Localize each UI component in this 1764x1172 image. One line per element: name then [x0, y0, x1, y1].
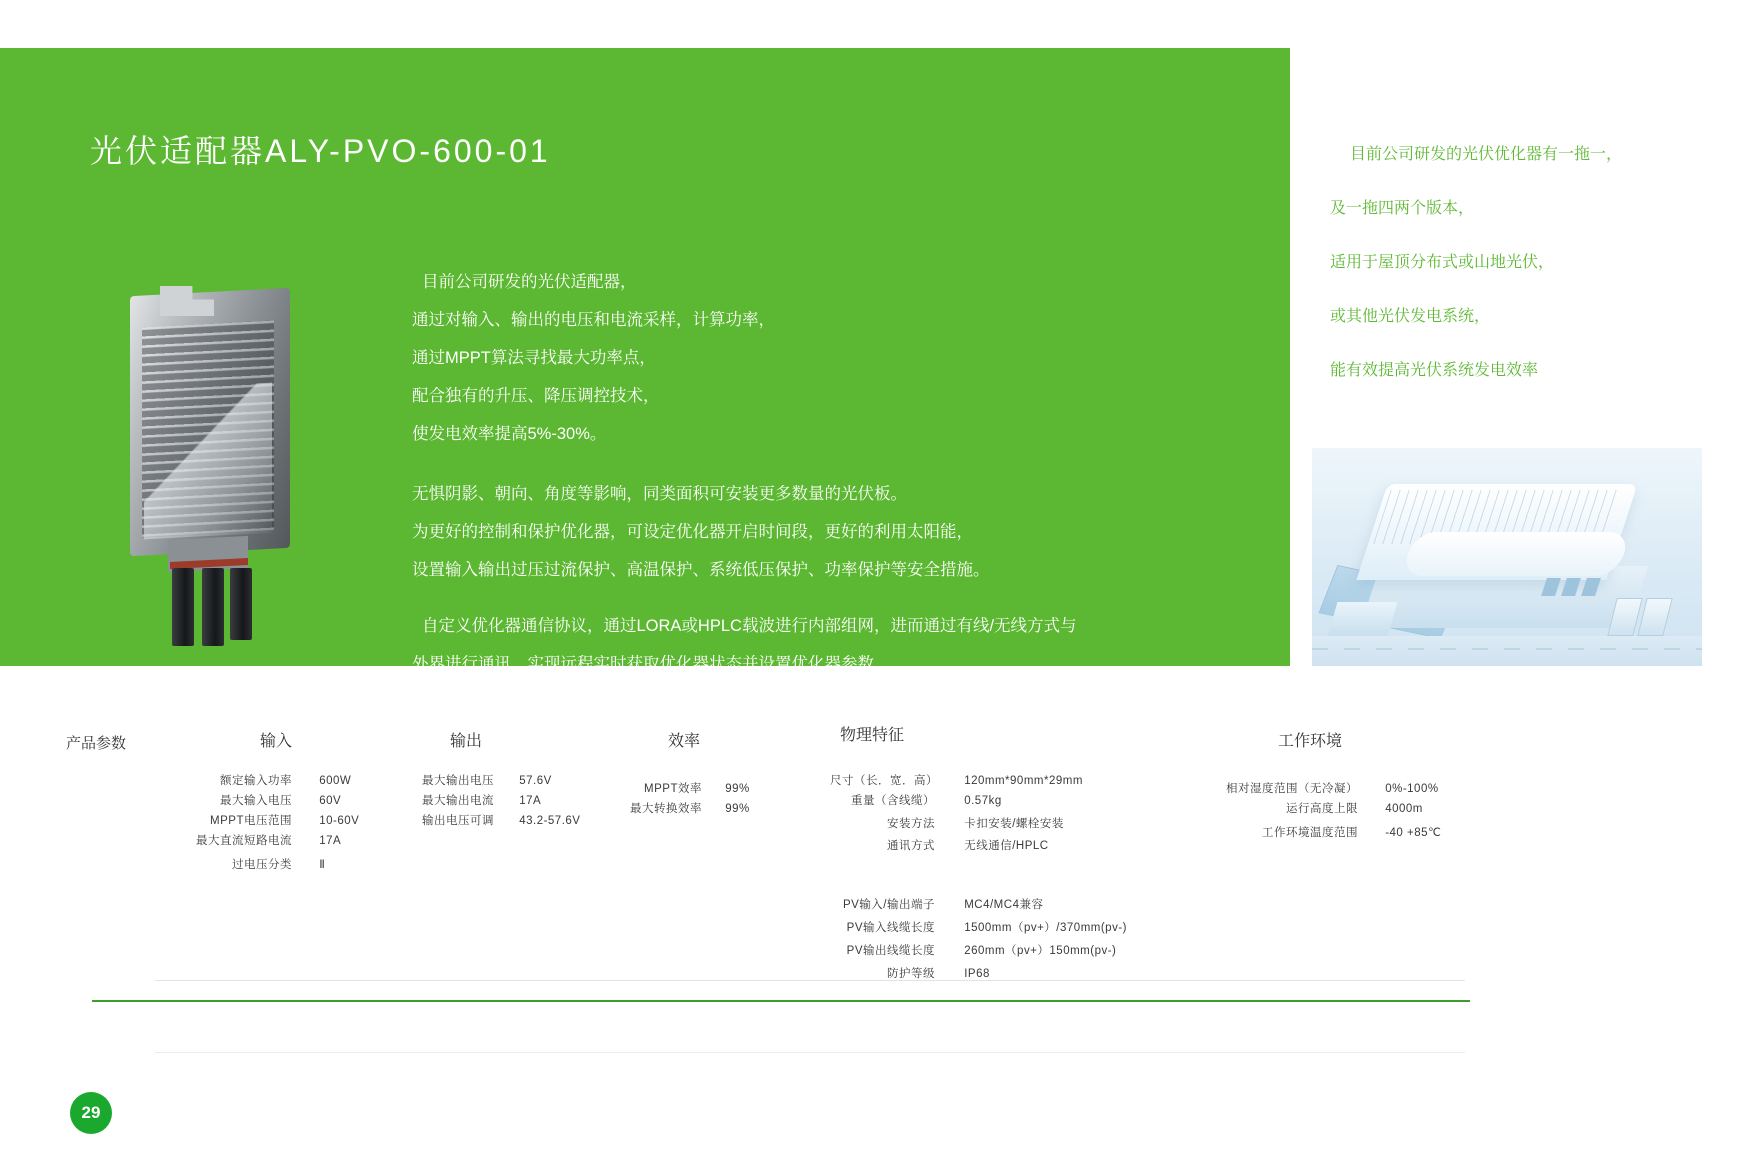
hero-line: 通过MPPT算法寻找最大功率点， [412, 349, 656, 367]
spec-row [1196, 820, 1441, 846]
spec-row [830, 833, 1049, 859]
sidebar-line: 适用于屋顶分布式或山地光伏， [1330, 254, 1555, 271]
road-shape [1312, 636, 1702, 666]
spec-key: 运行高度上限 [1286, 803, 1358, 815]
divider-thin-top [155, 980, 1465, 981]
hero-line: 为更好的控制和保护优化器，可设定优化器开启时间段，更好的利用太阳能， [412, 523, 973, 541]
spec-key: 最大输出电压 [422, 775, 494, 787]
device-highlight [144, 383, 272, 540]
spec-key: 最大输入电压 [220, 795, 292, 807]
spec-value: 600W [319, 775, 352, 787]
spec-row [186, 852, 325, 878]
spec-key: 相对湿度范围（无冷凝） [1226, 783, 1358, 795]
hero-line: 无惧阴影、朝向、角度等影响，同类面积可安装更多数量的光伏板。 [412, 485, 907, 503]
device-cable [230, 568, 252, 640]
spec-key: 尺寸（长．宽．高） [830, 775, 938, 787]
spec-key: 防护等级 [887, 968, 935, 980]
spec-row [830, 961, 990, 987]
hero-line: 通过对输入、输出的电压和电流采样，计算功率， [412, 311, 775, 329]
spec-value: 卡扣安装/螺栓安装 [964, 818, 1064, 830]
spec-key: 工作环境温度范围 [1262, 827, 1358, 839]
spec-row [402, 808, 580, 834]
application-scene-image [1312, 448, 1702, 666]
spec-value: 4000m [1385, 803, 1423, 815]
spec-key: PV输出线缆长度 [846, 945, 935, 957]
spec-value: IP68 [964, 968, 990, 980]
hero-description [412, 263, 1212, 683]
spec-value: -40 +85℃ [1385, 827, 1442, 839]
spec-key: 输出电压可调 [422, 815, 494, 827]
sidebar-description [1330, 128, 1730, 398]
spec-value: 0%-100% [1385, 783, 1439, 795]
spec-key: 过电压分类 [232, 859, 292, 871]
spec-value: 60V [319, 795, 342, 807]
spec-value: 57.6V [519, 775, 552, 787]
spec-row [186, 828, 341, 854]
spec-value: 120mm*90mm*29mm [964, 775, 1083, 787]
divider-thin-bottom [155, 1052, 1465, 1053]
spec-column-title-input: 输入 [260, 733, 293, 750]
spec-key: 最大直流短路电流 [196, 835, 292, 847]
spec-column-title-efficiency: 效率 [668, 733, 701, 750]
hero-line: 使发电效率提高5%-30%。 [412, 425, 607, 443]
page-number-badge: 29 [70, 1092, 112, 1134]
hero-line: 目前公司研发的光伏适配器， [422, 273, 637, 291]
hero-line: 外界进行通讯，实现远程实时获取优化器状态并设置优化器参数。 [412, 655, 891, 673]
spec-value: 99% [725, 783, 750, 795]
hero-paragraph-2 [412, 475, 1212, 589]
device-cable [202, 568, 224, 646]
hero-line: 设置输入输出过压过流保护、高温保护、系统低压保护、功率保护等安全措施。 [412, 561, 990, 579]
spec-value: 260mm（pv+）150mm(pv-) [964, 945, 1117, 957]
spec-value: Ⅱ [319, 859, 326, 871]
spec-key: 重量（含线缆） [851, 795, 935, 807]
hero-paragraph-3 [412, 607, 1212, 683]
page-title: 光伏适配器ALY-PVO-600-01 [90, 133, 551, 169]
foreground-structure-shape [1327, 602, 1398, 640]
spec-value: 0.57kg [964, 795, 1002, 807]
hero-line: 配合独有的升压、降压调控技术， [412, 387, 660, 405]
spec-key: 安装方法 [887, 818, 935, 830]
spec-key: 额定输入功率 [220, 775, 292, 787]
building-tube-shape [1401, 532, 1631, 576]
spec-value: 无线通信/HPLC [964, 840, 1049, 852]
spec-column-title-environment: 工作环境 [1278, 733, 1343, 750]
device-cable [172, 568, 194, 646]
spec-key: PV输入/输出端子 [842, 899, 935, 911]
spec-value: 43.2-57.6V [519, 815, 581, 827]
spec-row [622, 796, 750, 822]
sidebar-line: 能有效提高光伏系统发电效率 [1330, 362, 1539, 379]
device-top-bracket [160, 286, 214, 316]
spec-value: 17A [319, 835, 342, 847]
spec-section-label: 产品参数 [66, 735, 127, 752]
spec-table [0, 700, 1764, 990]
equipment-box-shape [1637, 598, 1672, 636]
spec-value: 1500mm（pv+）/370mm(pv-) [964, 922, 1127, 934]
spec-value: 99% [725, 803, 750, 815]
spec-value: 10-60V [319, 815, 360, 827]
spec-value: MC4/MC4兼容 [964, 899, 1044, 911]
divider-green [92, 1000, 1470, 1002]
hero-line: 自定义优化器通信协议，通过LORA或HPLC载波进行内部组网，进而通过有线/无线方式与 [422, 617, 1077, 635]
product-photo [110, 276, 340, 676]
spec-column-title-physical: 物理特征 [840, 727, 905, 744]
spec-column-title-output: 输出 [450, 733, 483, 750]
hero-paragraph-1 [412, 263, 1212, 453]
spec-row [1196, 796, 1423, 822]
spec-value: 17A [519, 795, 542, 807]
sidebar-line: 及一拖四两个版本， [1330, 200, 1475, 217]
sidebar-line: 目前公司研发的光伏优化器有一拖一， [1350, 146, 1623, 163]
spec-key: 最大输出电流 [422, 795, 494, 807]
spec-key: 通讯方式 [887, 840, 935, 852]
spec-key: MPPT效率 [644, 783, 702, 795]
sidebar-line: 或其他光伏发电系统， [1330, 308, 1491, 325]
spec-key: PV输入线缆长度 [846, 922, 935, 934]
hero-panel [0, 48, 1290, 673]
spec-key: 最大转换效率 [630, 803, 702, 815]
spec-key: MPPT电压范围 [210, 815, 292, 827]
